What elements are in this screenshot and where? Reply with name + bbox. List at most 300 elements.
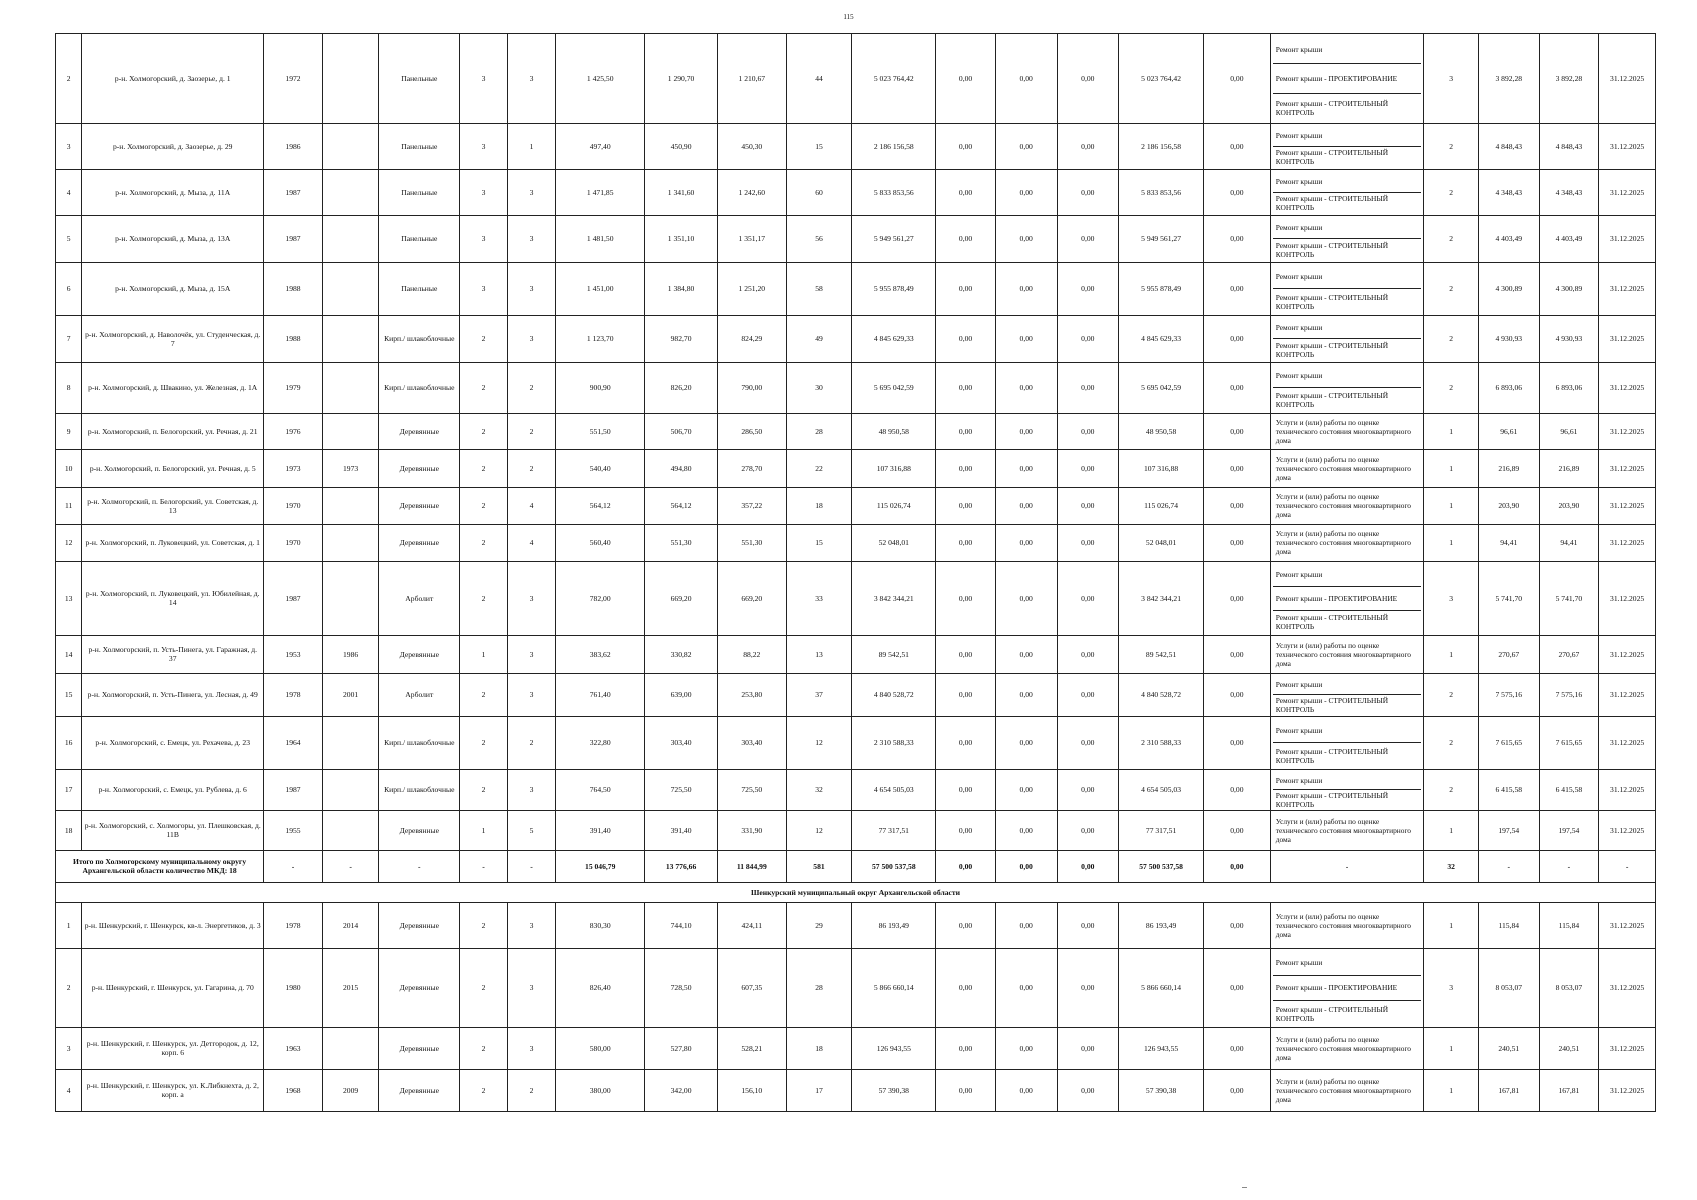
cell-area-res: 1 242,60 — [717, 169, 786, 215]
cell-entr: 3 — [507, 902, 556, 948]
cell-max: 4 300,89 — [1539, 262, 1599, 315]
cell-cost: 86 193,49 — [852, 902, 936, 948]
cell-cnt: 1 — [1424, 635, 1479, 673]
cell-area-res: 1 251,20 — [717, 262, 786, 315]
cell-area-apt: 728,50 — [645, 948, 718, 1027]
cell-other: 0,00 — [1204, 262, 1271, 315]
cell-cost: 3 842 344,21 — [852, 561, 936, 635]
cell-max: 4 348,43 — [1539, 169, 1599, 215]
cell-own: 52 048,01 — [1119, 524, 1204, 561]
cell-material: Кирп./ шлакоблочные — [379, 315, 460, 362]
work-item: Ремонт крыши — [1275, 130, 1323, 140]
cell-f3: 0,00 — [1057, 262, 1119, 315]
cell-people: 32 — [786, 769, 852, 810]
cell-floors: 3 — [460, 169, 508, 215]
work-item: Услуги и (или) работы по оценке технического состояния многоквартирного дома — [1275, 816, 1412, 844]
cell-year2: 2009 — [322, 1069, 379, 1111]
work-item: Услуги и (или) работы по оценке технического состояния многоквартирного дома — [1275, 454, 1412, 482]
cell-addr: р-н. Холмогорский, с. Холмогоры, ул. Плешковская, д. 11В — [82, 810, 264, 850]
cell-n: 9 — [56, 413, 82, 449]
cell-max: 115,84 — [1539, 902, 1599, 948]
cell-area-res: 551,30 — [717, 524, 786, 561]
cell-area-res: 790,00 — [717, 362, 786, 413]
cell-f2: 0,00 — [995, 169, 1057, 215]
work-item: Услуги и (или) работы по оценке технического состояния многоквартирного дома — [1275, 911, 1412, 939]
cell-n: 12 — [56, 524, 82, 561]
total-cost: 57 500 537,58 — [852, 850, 936, 882]
cell-cost: 126 943,55 — [852, 1027, 936, 1069]
work-item: Ремонт крыши — [1275, 44, 1323, 54]
cell-works — [1270, 673, 1424, 716]
cell-area-total: 761,40 — [556, 673, 645, 716]
cell-year: 1988 — [264, 262, 323, 315]
table-row — [56, 413, 1656, 449]
cell-cost: 2 310 588,33 — [852, 716, 936, 769]
cell-max: 270,67 — [1539, 635, 1599, 673]
cell-max: 5 741,70 — [1539, 561, 1599, 635]
cell-unit: 167,81 — [1478, 1069, 1539, 1111]
cell-floors: 2 — [460, 413, 508, 449]
cell-max: 4 848,43 — [1539, 123, 1599, 169]
cell-area-res: 156,10 — [717, 1069, 786, 1111]
cell-year: 1955 — [264, 810, 323, 850]
cell-area-res: 725,50 — [717, 769, 786, 810]
cell-area-apt: 506,70 — [645, 413, 718, 449]
cell-year2 — [322, 524, 379, 561]
cell-f3: 0,00 — [1057, 123, 1119, 169]
cell-material: Деревянные — [379, 524, 460, 561]
cell-works — [1270, 449, 1424, 487]
cell-cnt: 1 — [1424, 1069, 1479, 1111]
scan-mark — [1242, 1187, 1247, 1188]
cell-people: 15 — [786, 123, 852, 169]
cell-other: 0,00 — [1204, 810, 1271, 850]
cell-cnt: 2 — [1424, 716, 1479, 769]
cell-year: 1979 — [264, 362, 323, 413]
cell-cnt: 1 — [1424, 487, 1479, 524]
cell-floors: 2 — [460, 769, 508, 810]
cell-f1: 0,00 — [936, 169, 996, 215]
work-item: Ремонт крыши - СТРОИТЕЛЬНЫЙ КОНТРОЛЬ — [1273, 93, 1422, 122]
cell-cnt: 2 — [1424, 169, 1479, 215]
cell-year2: 1986 — [322, 635, 379, 673]
cell-max: 7 615,65 — [1539, 716, 1599, 769]
cell-material: Деревянные — [379, 902, 460, 948]
cell-max: 6 893,06 — [1539, 362, 1599, 413]
cell-people: 28 — [786, 413, 852, 449]
table-row — [56, 948, 1656, 1027]
cell-addr: р-н. Холмогорский, д. Заозерье, д. 1 — [82, 34, 264, 124]
cell-area-total: 1 471,85 — [556, 169, 645, 215]
cell-unit: 197,54 — [1478, 810, 1539, 850]
cell-n: 2 — [56, 34, 82, 124]
cell-people: 30 — [786, 362, 852, 413]
cell-area-apt: 527,80 — [645, 1027, 718, 1069]
cell-material: Панельные — [379, 215, 460, 262]
cell-area-total: 830,30 — [556, 902, 645, 948]
total-f3: 0,00 — [1057, 850, 1119, 882]
cell-material: Деревянные — [379, 635, 460, 673]
cell-max: 167,81 — [1539, 1069, 1599, 1111]
cell-area-total: 782,00 — [556, 561, 645, 635]
cell-floors: 2 — [460, 1069, 508, 1111]
table-row — [56, 169, 1656, 215]
cell-works — [1270, 34, 1424, 124]
cell-floors: 1 — [460, 635, 508, 673]
cell-area-total: 826,40 — [556, 948, 645, 1027]
cell-area-total: 764,50 — [556, 769, 645, 810]
cell-year2 — [322, 561, 379, 635]
section-title: Шенкурский муниципальный округ Архангельской области — [56, 882, 1656, 902]
cell-other: 0,00 — [1204, 34, 1271, 124]
cell-f2: 0,00 — [995, 524, 1057, 561]
cell-entr: 3 — [507, 561, 556, 635]
cell-year2 — [322, 487, 379, 524]
cell-f3: 0,00 — [1057, 561, 1119, 635]
cell-floors: 3 — [460, 262, 508, 315]
cell-material: Кирп./ шлакоблочные — [379, 362, 460, 413]
cell-max: 3 892,28 — [1539, 34, 1599, 124]
cell-floors: 2 — [460, 449, 508, 487]
cell-cnt: 1 — [1424, 524, 1479, 561]
cell-other: 0,00 — [1204, 1069, 1271, 1111]
cell-addr: р-н. Шенкурский, г. Шенкурск, кв-л. Энергетиков, д. 3 — [82, 902, 264, 948]
cell-people: 37 — [786, 673, 852, 716]
cell-other: 0,00 — [1204, 487, 1271, 524]
cell-n: 1 — [56, 902, 82, 948]
cell-addr: р-н. Холмогорский, п. Усть-Пинега, ул. Лесная, д. 49 — [82, 673, 264, 716]
cell-f1: 0,00 — [936, 449, 996, 487]
work-item: Ремонт крыши - СТРОИТЕЛЬНЫЙ КОНТРОЛЬ — [1273, 238, 1422, 261]
cell-addr: р-н. Холмогорский, с. Емецк, ул. Рублева, д. 6 — [82, 769, 264, 810]
cell-area-res: 88,22 — [717, 635, 786, 673]
cell-cost: 107 316,88 — [852, 449, 936, 487]
cell-year2: 1973 — [322, 449, 379, 487]
cell-floors: 2 — [460, 315, 508, 362]
cell-own: 86 193,49 — [1119, 902, 1204, 948]
cell-max: 216,89 — [1539, 449, 1599, 487]
cell-addr: р-н. Холмогорский, п. Белогорский, ул. Советская, д. 13 — [82, 487, 264, 524]
cell-area-apt: 1 341,60 — [645, 169, 718, 215]
cell-entr: 3 — [507, 673, 556, 716]
cell-f1: 0,00 — [936, 1027, 996, 1069]
table-row — [56, 902, 1656, 948]
cell-year: 1987 — [264, 769, 323, 810]
cell-addr: р-н. Шенкурский, г. Шенкурск, ул. Гагарина, д. 70 — [82, 948, 264, 1027]
table-row — [56, 215, 1656, 262]
cell-unit: 216,89 — [1478, 449, 1539, 487]
total-label: Итого по Холмогорскому муниципальному округу Архангельской области количество МКД: 18 — [56, 850, 264, 882]
cell-year: 1973 — [264, 449, 323, 487]
cell-unit: 8 053,07 — [1478, 948, 1539, 1027]
total-area-apt: 13 776,66 — [645, 850, 718, 882]
cell-date: 31.12.2025 — [1599, 810, 1656, 850]
cell-works — [1270, 169, 1424, 215]
cell-area-res: 450,30 — [717, 123, 786, 169]
work-item: Ремонт крыши — [1275, 271, 1323, 281]
cell-year2 — [322, 169, 379, 215]
cell-year: 1978 — [264, 902, 323, 948]
cell-cost: 4 845 629,33 — [852, 315, 936, 362]
cell-own: 2 186 156,58 — [1119, 123, 1204, 169]
cell-works — [1270, 524, 1424, 561]
cell-f3: 0,00 — [1057, 635, 1119, 673]
cell-f3: 0,00 — [1057, 449, 1119, 487]
work-item: Услуги и (или) работы по оценке технического состояния многоквартирного дома — [1275, 417, 1412, 445]
cell-f1: 0,00 — [936, 362, 996, 413]
total-people: 581 — [786, 850, 852, 882]
cell-material: Кирп./ шлакоблочные — [379, 769, 460, 810]
total-entrances: - — [507, 850, 556, 882]
work-item: Ремонт крыши — [1275, 569, 1323, 579]
cell-entr: 2 — [507, 362, 556, 413]
cell-area-res: 286,50 — [717, 413, 786, 449]
cell-people: 58 — [786, 262, 852, 315]
cell-other: 0,00 — [1204, 215, 1271, 262]
cell-f3: 0,00 — [1057, 769, 1119, 810]
cell-cost: 5 833 853,56 — [852, 169, 936, 215]
cell-f2: 0,00 — [995, 449, 1057, 487]
cell-floors: 2 — [460, 902, 508, 948]
cell-year2 — [322, 362, 379, 413]
cell-own: 48 950,58 — [1119, 413, 1204, 449]
cell-entr: 2 — [507, 449, 556, 487]
cell-date: 31.12.2025 — [1599, 34, 1656, 124]
work-item: Ремонт крыши - СТРОИТЕЛЬНЫЙ КОНТРОЛЬ — [1273, 146, 1422, 168]
cell-cnt: 3 — [1424, 34, 1479, 124]
cell-floors: 2 — [460, 561, 508, 635]
cell-f2: 0,00 — [995, 1027, 1057, 1069]
cell-year: 1968 — [264, 1069, 323, 1111]
cell-addr: р-н. Холмогорский, п. Белогорский, ул. Речная, д. 5 — [82, 449, 264, 487]
cell-floors: 2 — [460, 524, 508, 561]
cell-people: 44 — [786, 34, 852, 124]
table-row — [56, 34, 1656, 124]
cell-unit: 115,84 — [1478, 902, 1539, 948]
cell-addr: р-н. Шенкурский, г. Шенкурск, ул. Детгородок, д. 12, корп. 6 — [82, 1027, 264, 1069]
cell-n: 16 — [56, 716, 82, 769]
work-item: Ремонт крыши — [1275, 223, 1323, 233]
cell-cnt: 2 — [1424, 769, 1479, 810]
cell-own: 89 542,51 — [1119, 635, 1204, 673]
cell-other: 0,00 — [1204, 524, 1271, 561]
cell-entr: 3 — [507, 1027, 556, 1069]
cell-area-total: 540,40 — [556, 449, 645, 487]
cell-area-apt: 342,00 — [645, 1069, 718, 1111]
cell-own: 5 833 853,56 — [1119, 169, 1204, 215]
cell-other: 0,00 — [1204, 769, 1271, 810]
cell-area-res: 357,22 — [717, 487, 786, 524]
cell-unit: 4 848,43 — [1478, 123, 1539, 169]
table-row — [56, 1069, 1656, 1111]
table-row — [56, 362, 1656, 413]
cell-material: Деревянные — [379, 1069, 460, 1111]
cell-cost: 4 654 505,03 — [852, 769, 936, 810]
cell-f1: 0,00 — [936, 34, 996, 124]
cell-area-apt: 450,90 — [645, 123, 718, 169]
cell-year2 — [322, 315, 379, 362]
cell-unit: 6 415,58 — [1478, 769, 1539, 810]
cell-entr: 4 — [507, 524, 556, 561]
cell-max: 4 403,49 — [1539, 215, 1599, 262]
table-row — [56, 673, 1656, 716]
cell-unit: 7 615,65 — [1478, 716, 1539, 769]
cell-date: 31.12.2025 — [1599, 948, 1656, 1027]
cell-max: 94,41 — [1539, 524, 1599, 561]
cell-material: Деревянные — [379, 1027, 460, 1069]
table-row — [56, 810, 1656, 850]
cell-area-apt: 1 351,10 — [645, 215, 718, 262]
cell-addr: р-н. Холмогорский, д. Мыза, д. 11А — [82, 169, 264, 215]
cell-area-total: 1 481,50 — [556, 215, 645, 262]
cell-n: 11 — [56, 487, 82, 524]
cell-cnt: 2 — [1424, 215, 1479, 262]
cell-entr: 2 — [507, 716, 556, 769]
cell-other: 0,00 — [1204, 413, 1271, 449]
table-row — [56, 487, 1656, 524]
cell-cnt: 3 — [1424, 561, 1479, 635]
cell-floors: 2 — [460, 673, 508, 716]
cell-f2: 0,00 — [995, 716, 1057, 769]
cell-own: 4 840 528,72 — [1119, 673, 1204, 716]
work-item: Ремонт крыши - ПРОЕКТИРОВАНИЕ — [1273, 586, 1422, 610]
table-row — [56, 262, 1656, 315]
cell-own: 5 023 764,42 — [1119, 34, 1204, 124]
cell-year: 1986 — [264, 123, 323, 169]
table-row — [56, 123, 1656, 169]
cell-area-apt: 826,20 — [645, 362, 718, 413]
cell-other: 0,00 — [1204, 123, 1271, 169]
cell-n: 8 — [56, 362, 82, 413]
cell-people: 33 — [786, 561, 852, 635]
total-count: 32 — [1424, 850, 1479, 882]
cell-f3: 0,00 — [1057, 215, 1119, 262]
cell-area-res: 278,70 — [717, 449, 786, 487]
cell-max: 240,51 — [1539, 1027, 1599, 1069]
cell-date: 31.12.2025 — [1599, 362, 1656, 413]
cell-f3: 0,00 — [1057, 524, 1119, 561]
cell-cnt: 2 — [1424, 315, 1479, 362]
cell-f2: 0,00 — [995, 561, 1057, 635]
cell-other: 0,00 — [1204, 635, 1271, 673]
work-item: Ремонт крыши — [1275, 371, 1323, 381]
cell-area-total: 380,00 — [556, 1069, 645, 1111]
cell-f3: 0,00 — [1057, 362, 1119, 413]
cell-year: 1970 — [264, 524, 323, 561]
cell-other: 0,00 — [1204, 1027, 1271, 1069]
cell-cnt: 1 — [1424, 902, 1479, 948]
cell-f2: 0,00 — [995, 262, 1057, 315]
cell-year2 — [322, 123, 379, 169]
cell-own: 5 695 042,59 — [1119, 362, 1204, 413]
cell-area-total: 1 123,70 — [556, 315, 645, 362]
work-item: Ремонт крыши — [1275, 725, 1323, 735]
cell-f3: 0,00 — [1057, 169, 1119, 215]
cell-area-apt: 725,50 — [645, 769, 718, 810]
cell-f1: 0,00 — [936, 123, 996, 169]
cell-n: 7 — [56, 315, 82, 362]
cell-works — [1270, 948, 1424, 1027]
cell-unit: 270,67 — [1478, 635, 1539, 673]
cell-entr: 3 — [507, 769, 556, 810]
cell-area-apt: 391,40 — [645, 810, 718, 850]
total-date: - — [1599, 850, 1656, 882]
cell-own: 4 654 505,03 — [1119, 769, 1204, 810]
cell-area-res: 528,21 — [717, 1027, 786, 1069]
cell-unit: 240,51 — [1478, 1027, 1539, 1069]
cell-other: 0,00 — [1204, 948, 1271, 1027]
cell-f2: 0,00 — [995, 487, 1057, 524]
cell-area-total: 1 451,00 — [556, 262, 645, 315]
cell-own: 3 842 344,21 — [1119, 561, 1204, 635]
cell-works — [1270, 769, 1424, 810]
cell-year: 1987 — [264, 215, 323, 262]
work-item: Ремонт крыши — [1275, 176, 1323, 186]
work-item: Ремонт крыши - ПРОЕКТИРОВАНИЕ — [1273, 975, 1422, 1001]
cell-f1: 0,00 — [936, 902, 996, 948]
cell-material: Панельные — [379, 262, 460, 315]
cell-own: 77 317,51 — [1119, 810, 1204, 850]
work-item: Ремонт крыши — [1275, 775, 1323, 785]
cell-people: 15 — [786, 524, 852, 561]
cell-people: 18 — [786, 1027, 852, 1069]
cell-f2: 0,00 — [995, 902, 1057, 948]
cell-area-res: 331,90 — [717, 810, 786, 850]
cell-n: 2 — [56, 948, 82, 1027]
cell-own: 5 949 561,27 — [1119, 215, 1204, 262]
cell-works — [1270, 1027, 1424, 1069]
cell-floors: 1 — [460, 810, 508, 850]
cell-n: 4 — [56, 1069, 82, 1111]
cell-area-total: 497,40 — [556, 123, 645, 169]
cell-floors: 3 — [460, 123, 508, 169]
cell-unit: 94,41 — [1478, 524, 1539, 561]
cell-year: 1980 — [264, 948, 323, 1027]
cell-unit: 7 575,16 — [1478, 673, 1539, 716]
cell-works — [1270, 716, 1424, 769]
cell-entr: 1 — [507, 123, 556, 169]
cell-f1: 0,00 — [936, 561, 996, 635]
cell-material: Панельные — [379, 169, 460, 215]
cell-f2: 0,00 — [995, 315, 1057, 362]
cell-works — [1270, 215, 1424, 262]
cell-n: 15 — [56, 673, 82, 716]
total-max: - — [1539, 850, 1599, 882]
work-item: Ремонт крыши — [1275, 323, 1323, 333]
cell-f1: 0,00 — [936, 487, 996, 524]
cell-f3: 0,00 — [1057, 1027, 1119, 1069]
cell-date: 31.12.2025 — [1599, 524, 1656, 561]
cell-f1: 0,00 — [936, 262, 996, 315]
house-register-table — [55, 33, 1656, 1112]
cell-own: 115 026,74 — [1119, 487, 1204, 524]
cell-cost: 2 186 156,58 — [852, 123, 936, 169]
cell-cost: 77 317,51 — [852, 810, 936, 850]
cell-n: 17 — [56, 769, 82, 810]
work-item: Ремонт крыши — [1275, 680, 1323, 690]
cell-f1: 0,00 — [936, 413, 996, 449]
cell-works — [1270, 413, 1424, 449]
cell-people: 18 — [786, 487, 852, 524]
work-item: Ремонт крыши - СТРОИТЕЛЬНЫЙ КОНТРОЛЬ — [1273, 789, 1422, 809]
cell-works — [1270, 635, 1424, 673]
cell-addr: р-н. Холмогорский, д. Мыза, д. 15А — [82, 262, 264, 315]
work-item: Ремонт крыши - СТРОИТЕЛЬНЫЙ КОНТРОЛЬ — [1273, 288, 1422, 314]
cell-cnt: 2 — [1424, 123, 1479, 169]
cell-year2 — [322, 810, 379, 850]
cell-cnt: 1 — [1424, 810, 1479, 850]
work-item: Ремонт крыши - СТРОИТЕЛЬНЫЙ КОНТРОЛЬ — [1273, 742, 1422, 768]
